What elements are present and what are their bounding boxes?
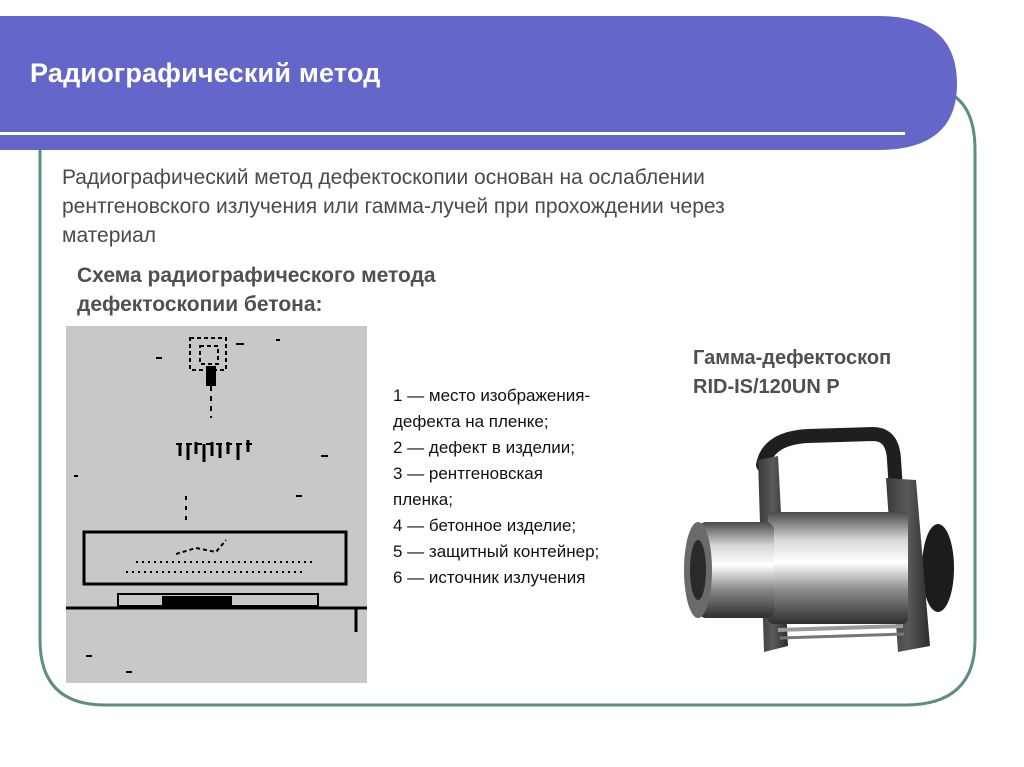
- legend-item: 5 — защитный контейнер;: [393, 542, 600, 561]
- legend-item: 1 — место изображения-: [393, 386, 591, 405]
- radiography-scheme-image: [66, 326, 367, 683]
- intro-line: рентгеновского излучения или гамма-лучей при прохождении через: [62, 195, 725, 218]
- legend-item: 4 — бетонное изделие;: [393, 516, 577, 535]
- device-caption-line: Гамма-дефектоскоп: [693, 347, 892, 369]
- slide-title: Радиографический метод: [30, 58, 381, 88]
- legend-item: пленка;: [393, 490, 453, 509]
- intro-paragraph: [62, 163, 882, 250]
- scheme-heading-line: Схема радиографического метода: [77, 264, 436, 287]
- intro-line: материал: [62, 224, 157, 247]
- intro-line: Радиографический метод дефектоскопии основан на ослаблении: [62, 166, 705, 189]
- legend-item: 6 — источник излучения: [393, 568, 586, 587]
- device-caption: [693, 344, 891, 402]
- title-underline: [0, 132, 905, 135]
- device-caption-line: RID-IS/120UN Р: [693, 376, 840, 398]
- scheme-legend: [393, 383, 673, 591]
- legend-item: 3 — рентгеновская: [393, 464, 543, 483]
- legend-item: 2 — дефект в изделии;: [393, 438, 575, 457]
- scheme-heading: [77, 261, 517, 319]
- legend-item: дефекта на пленке;: [393, 412, 549, 431]
- gamma-flaw-detector-image: [668, 420, 958, 670]
- scheme-heading-line: дефектоскопии бетона:: [77, 293, 323, 316]
